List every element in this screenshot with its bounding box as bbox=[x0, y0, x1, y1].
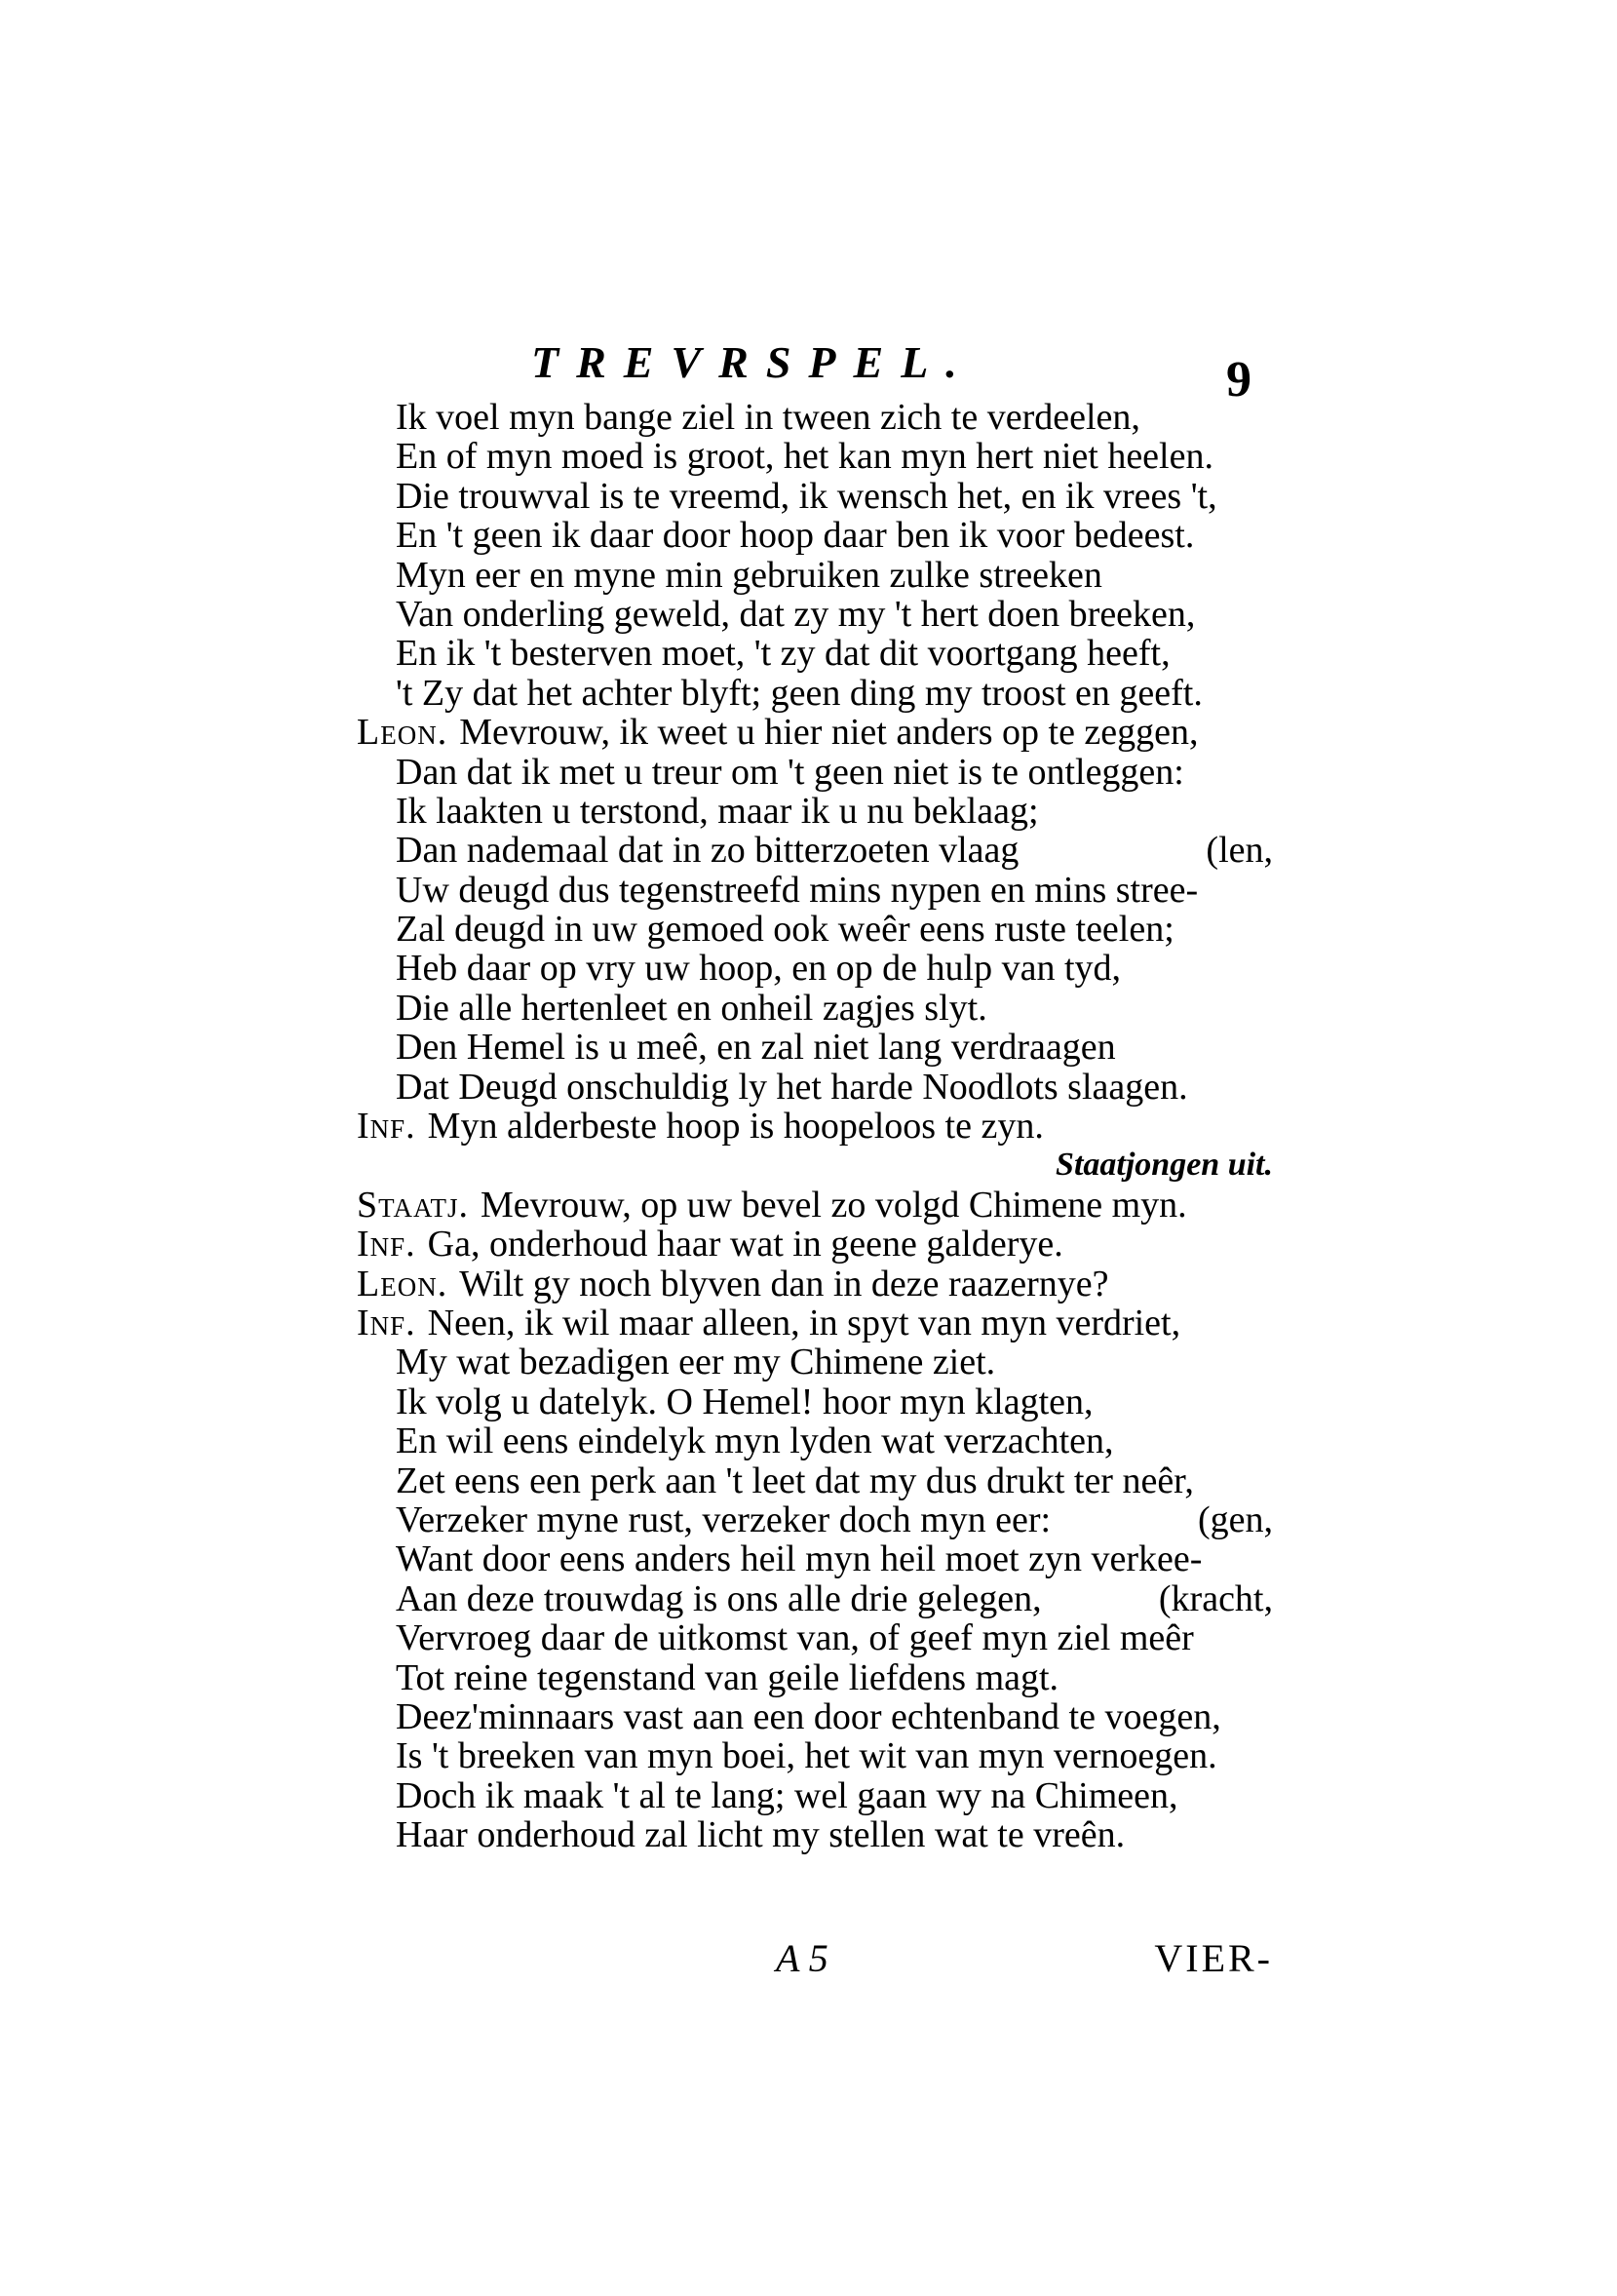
verse-text-line: Dan nademaal dat in zo bitterzoeten vlaag bbox=[396, 830, 1020, 872]
speaker-name: Staatj. bbox=[357, 1184, 469, 1226]
speaker-name: Leon. bbox=[357, 712, 448, 754]
verse-line bbox=[357, 753, 1273, 792]
verse-line bbox=[357, 792, 1273, 831]
verse-line bbox=[357, 1618, 1273, 1657]
verse-line bbox=[357, 831, 1273, 870]
page-number: 9 bbox=[1226, 352, 1251, 408]
verse-text-line: En 't geen ik daar door hoop daar ben ik voor bedeest. bbox=[396, 515, 1195, 557]
verse-text-line: Wilt gy noch blyven dan in deze raazernye? bbox=[459, 1263, 1109, 1304]
verse-text-line: Tot reine tegenstand van geile liefdens magt. bbox=[396, 1656, 1059, 1698]
turnover-fragment: (len, bbox=[1206, 830, 1273, 872]
speaker-name: Inf. bbox=[357, 1224, 416, 1265]
verse-line bbox=[357, 674, 1273, 713]
verse-line bbox=[357, 871, 1273, 910]
verse-text-line: Want door eens anders heil myn heil moet zyn verkee- bbox=[396, 1538, 1203, 1580]
verse-line bbox=[357, 1343, 1273, 1381]
verse-line bbox=[357, 1304, 1273, 1343]
verse-line bbox=[357, 1776, 1273, 1815]
verse-text-line: Haar onderhoud zal licht my stellen wat te vreên. bbox=[396, 1814, 1126, 1856]
verse-text-line: Den Hemel is u meê, en zal niet lang verdraagen bbox=[396, 1027, 1116, 1069]
verse-line bbox=[357, 1539, 1273, 1578]
verse-line bbox=[357, 556, 1273, 595]
verse-text-line: Vervroeg daar de uitkomst van, of geef myn ziel meêr bbox=[396, 1617, 1194, 1659]
verse-text-line: Ik voel myn bange ziel in tween zich te verdeelen, bbox=[396, 397, 1140, 438]
verse-line bbox=[357, 1697, 1273, 1736]
verse-text-line: Uw deugd dus tegenstreefd mins nypen en mins stree- bbox=[396, 869, 1199, 911]
verse-text-line: En ik 't besterven moet, 't zy dat dit voortgang heeft, bbox=[396, 633, 1171, 675]
verse-text-line: Dan dat ik met u treur om 't geen niet is te ontleggen: bbox=[396, 751, 1184, 793]
verse-text-line: En wil eens eindelyk myn lyden wat verzachten, bbox=[396, 1420, 1114, 1462]
verse-text-line: Van onderling geweld, dat zy my 't hert doen breeken, bbox=[396, 593, 1196, 635]
verse-line bbox=[357, 398, 1273, 437]
verse-line bbox=[357, 437, 1273, 476]
verse-line bbox=[357, 1658, 1273, 1697]
verse-line bbox=[357, 1107, 1273, 1146]
speaker-name: Inf. bbox=[357, 1302, 416, 1343]
verse-line bbox=[357, 1500, 1273, 1539]
verse-text-line: 't Zy dat het achter blyft; geen ding my troost en geeft. bbox=[396, 672, 1203, 714]
verse-line bbox=[357, 1186, 1273, 1225]
verse-line bbox=[357, 1736, 1273, 1775]
verse-text bbox=[357, 398, 1273, 1854]
verse-line bbox=[357, 1421, 1273, 1460]
verse-text-line: Dat Deugd onschuldig ly het harde Noodlots slaagen. bbox=[396, 1066, 1188, 1108]
verse-text-line: Myn alderbeste hoop is hoopeloos te zyn. bbox=[427, 1106, 1044, 1148]
verse-text-line: Deez'minnaars vast aan een door echtenband te voegen, bbox=[396, 1695, 1221, 1737]
verse-line bbox=[357, 1815, 1273, 1854]
verse-text-line: Verzeker myne rust, verzeker doch myn eer: bbox=[396, 1498, 1052, 1540]
verse-text-line: Is 't breeken van myn boei, het wit van myn vernoegen. bbox=[396, 1735, 1217, 1777]
verse-text-line: Mevrouw, ik weet u hier niet anders op te zeggen, bbox=[459, 712, 1199, 754]
speaker-name: Leon. bbox=[357, 1263, 448, 1304]
verse-line bbox=[357, 1028, 1273, 1067]
verse-text-line: Heb daar op vry uw hoop, en op de hulp van tyd, bbox=[396, 948, 1122, 990]
verse-line bbox=[357, 1579, 1273, 1618]
signature-mark: A 5 bbox=[776, 1936, 828, 1980]
verse-line bbox=[357, 516, 1273, 555]
verse-text-line: Ik laakten u terstond, maar ik u nu beklaag; bbox=[396, 790, 1039, 832]
stage-direction: Staatjongen uit. bbox=[1056, 1147, 1273, 1184]
verse-text-line: Die alle hertenleet en onheil zagjes slyt. bbox=[396, 987, 987, 1029]
verse-text-line: Myn eer en myne min gebruiken zulke streeken bbox=[396, 554, 1102, 596]
running-title: TREVRSPEL. bbox=[531, 337, 975, 387]
verse-line bbox=[357, 1265, 1273, 1304]
verse-line bbox=[357, 910, 1273, 949]
verse-text-line: Zal deugd in uw gemoed ook weêr eens ruste teelen; bbox=[396, 909, 1174, 951]
verse-text-line: En of myn moed is groot, het kan myn hert niet heelen. bbox=[396, 436, 1213, 478]
verse-text-line: Mevrouw, op uw bevel zo volgd Chimene myn. bbox=[480, 1184, 1187, 1226]
verse-text-line: Ga, onderhoud haar wat in geene galderye. bbox=[427, 1224, 1063, 1265]
verse-line bbox=[357, 1068, 1273, 1107]
verse-text-line: My wat bezadigen eer my Chimene ziet. bbox=[396, 1342, 996, 1383]
verse-line bbox=[357, 1225, 1273, 1264]
verse-text-line: Die trouwval is te vreemd, ik wensch het, en ik vrees 't, bbox=[396, 475, 1217, 517]
turnover-fragment: (gen, bbox=[1197, 1498, 1273, 1540]
verse-line bbox=[357, 989, 1273, 1028]
verse-line bbox=[357, 713, 1273, 752]
speaker-name: Inf. bbox=[357, 1106, 416, 1148]
verse-text-line: Zet eens een perk aan 't leet dat my dus drukt ter neêr, bbox=[396, 1459, 1194, 1501]
verse-line bbox=[357, 949, 1273, 988]
verse-line bbox=[357, 634, 1273, 673]
page-footer bbox=[357, 1935, 1273, 1984]
verse-text-line: Neen, ik wil maar alleen, in spyt van myn verdriet, bbox=[427, 1302, 1181, 1343]
turnover-fragment: (kracht, bbox=[1158, 1577, 1273, 1619]
verse-line bbox=[357, 1382, 1273, 1421]
verse-text-line: Doch ik maak 't al te lang; wel gaan wy na Chimeen, bbox=[396, 1774, 1178, 1816]
verse-line bbox=[357, 477, 1273, 516]
verse-text-line: Aan deze trouwdag is ons alle drie gelegen, bbox=[396, 1577, 1042, 1619]
verse-line bbox=[357, 1461, 1273, 1500]
verse-text-line: Ik volg u datelyk. O Hemel! hoor myn klagten, bbox=[396, 1381, 1094, 1422]
catchword: VIER- bbox=[1154, 1936, 1273, 1980]
verse-line bbox=[357, 595, 1273, 634]
